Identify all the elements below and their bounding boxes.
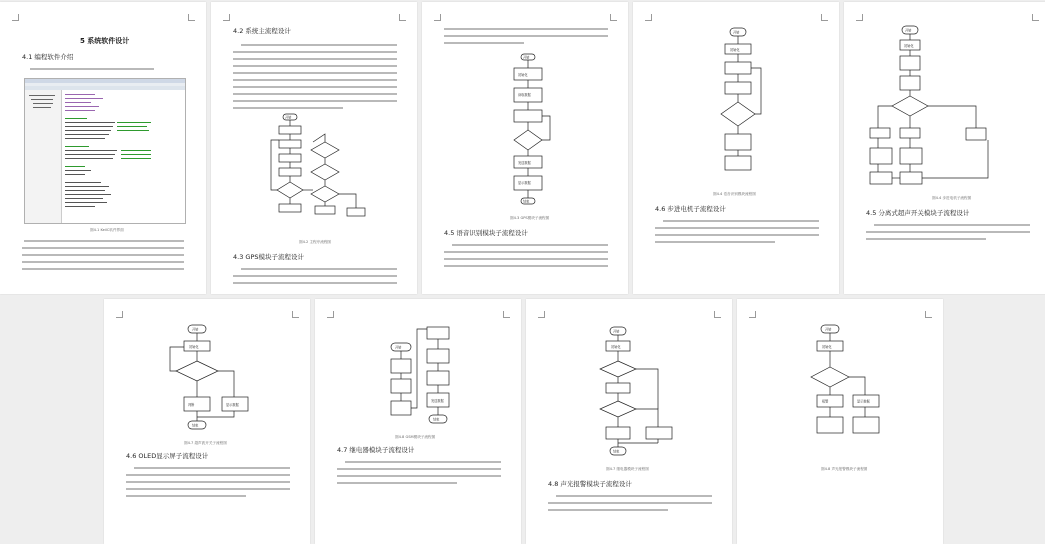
svg-text:开始: 开始 — [192, 327, 199, 332]
page-7-caption: 图4.8 GSM模块子流程图 — [395, 435, 436, 439]
svg-text:开始: 开始 — [613, 329, 620, 334]
svg-text:结束: 结束 — [523, 199, 530, 204]
page-1-heading2: 4.1 编程软件介绍 — [22, 53, 74, 61]
svg-text:判断: 判断 — [188, 403, 195, 407]
svg-text:显示数据: 显示数据 — [226, 403, 239, 407]
svg-text:发送数据: 发送数据 — [431, 399, 444, 403]
svg-text:初始化: 初始化 — [904, 44, 914, 48]
svg-text:发送数据: 发送数据 — [518, 161, 531, 165]
svg-text:初始化: 初始化 — [611, 345, 621, 349]
svg-text:开始: 开始 — [395, 345, 402, 350]
page-1-heading1: 5 系统软件设计 — [80, 37, 130, 45]
page-2-heading2: 4.3 GPS模块子流程设计 — [233, 253, 304, 261]
page-4-caption: 图4.4 语音识别模块流程图 — [713, 192, 756, 196]
page-1-caption: 图4.1 KeilC软件界面 — [90, 228, 124, 232]
svg-text:初始化: 初始化 — [730, 48, 740, 52]
page-9[interactable] — [737, 299, 943, 544]
gps-flowchart — [506, 52, 556, 212]
svg-text:开始: 开始 — [905, 28, 912, 33]
page-3-heading: 4.5 语音识别模块子流程设计 — [444, 229, 528, 237]
page-5-heading: 4.5 分离式超声开关模块子流程设计 — [866, 209, 970, 217]
page-6[interactable] — [104, 299, 310, 544]
page-2-caption: 图4.2 主程序流程图 — [299, 240, 332, 244]
page-7-heading: 4.7 继电器模块子流程设计 — [337, 446, 415, 454]
page-8[interactable] — [526, 299, 732, 544]
voice-flowchart — [715, 26, 765, 191]
page-5-caption: 图4.4 步进电机子流程图 — [932, 196, 972, 200]
page-1[interactable] — [0, 2, 206, 294]
page-5[interactable] — [844, 2, 1045, 294]
svg-text:显示数据: 显示数据 — [518, 181, 531, 185]
page-2[interactable] — [211, 2, 417, 294]
gsm-flowchart — [387, 327, 457, 427]
page-6-caption: 图4.7 超声波开关子流程图 — [184, 441, 227, 445]
alarm-flowchart — [807, 323, 887, 453]
page-2-heading: 4.2 系统主流程设计 — [233, 27, 291, 35]
svg-text:初始化: 初始化 — [518, 73, 528, 77]
svg-text:开始: 开始 — [523, 55, 530, 60]
svg-text:结束: 结束 — [433, 417, 440, 422]
relay-flowchart — [592, 325, 682, 465]
keil-screenshot — [24, 78, 186, 224]
page-3[interactable] — [422, 2, 628, 294]
page-3-caption: 图4.3 GPS模块子流程图 — [510, 216, 550, 220]
motor-flowchart — [870, 24, 1020, 190]
page-4[interactable] — [633, 2, 839, 294]
svg-text:结束: 结束 — [613, 449, 620, 454]
page-7[interactable] — [315, 299, 521, 544]
svg-text:结束: 结束 — [192, 423, 199, 428]
svg-text:初始化: 初始化 — [189, 345, 199, 349]
page-4-heading: 4.6 步进电机子流程设计 — [655, 205, 726, 213]
svg-text:报警: 报警 — [822, 399, 829, 404]
svg-text:开始: 开始 — [825, 327, 832, 332]
page-8-caption: 图4.7 继电器模块子流程图 — [606, 467, 649, 471]
svg-text:读取数据: 读取数据 — [518, 93, 531, 97]
svg-text:开始: 开始 — [733, 30, 740, 35]
ultrasonic-flowchart — [174, 323, 254, 433]
page-6-heading: 4.6 OLED显示屏子流程设计 — [126, 452, 209, 460]
svg-text:显示数据: 显示数据 — [857, 399, 870, 404]
svg-text:开始: 开始 — [285, 115, 292, 120]
svg-text:初始化: 初始化 — [822, 345, 832, 349]
main-flowchart — [267, 112, 377, 232]
page-8-heading: 4.8 声光报警模块子流程设计 — [548, 480, 632, 488]
page-9-caption: 图4.8 声光报警模块子流程图 — [821, 467, 868, 471]
